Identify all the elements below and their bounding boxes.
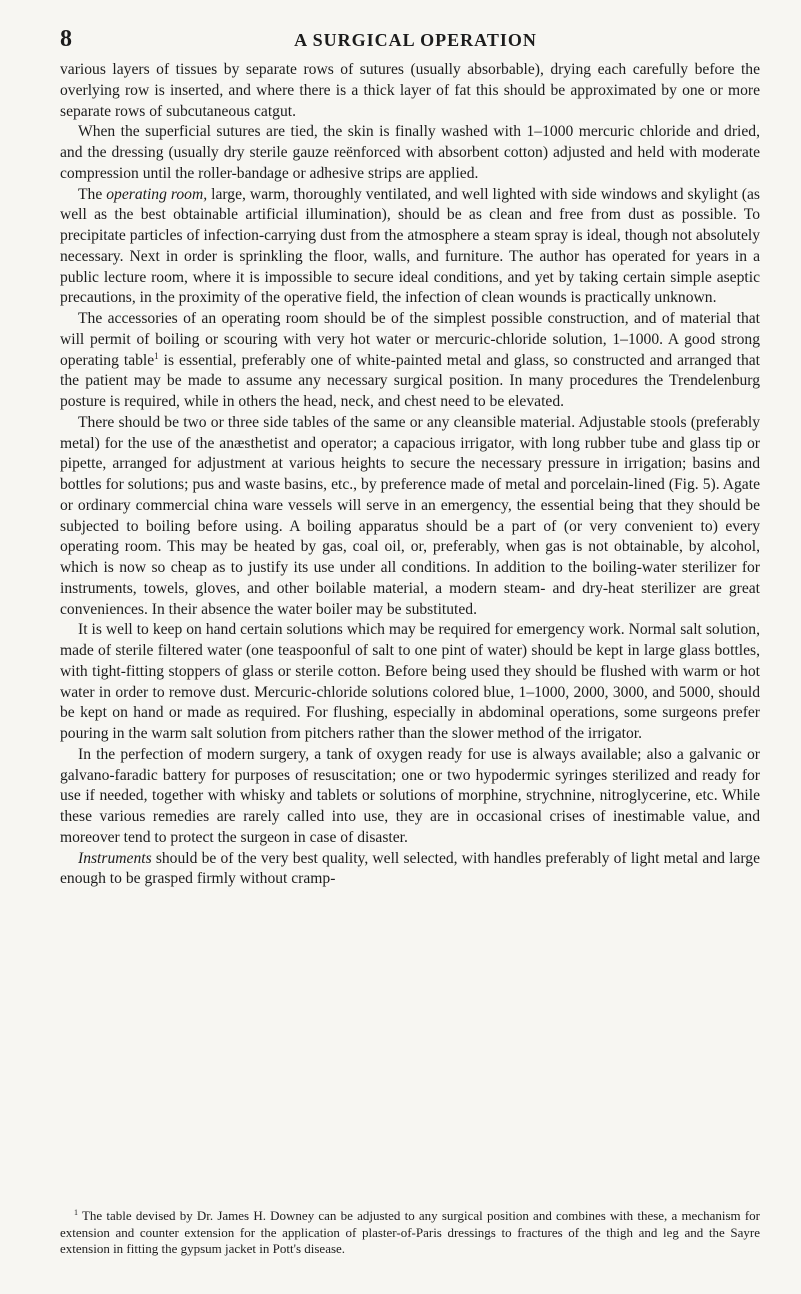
paragraph-sutures: various layers of tissues by separate rows of sutures (usually absorbable), drying each carefully before the overlying row is inserted, and where there is a thick layer of fat this should be approximated by one or more separate rows of subcutaneous catgut.	[60, 61, 760, 120]
paragraph-operating-room	[60, 185, 760, 310]
footnote-reference: 1	[154, 350, 159, 361]
running-head	[60, 26, 751, 54]
term-instruments: Instruments	[78, 849, 152, 867]
running-title: A SURGICAL OPERATION	[294, 30, 537, 50]
footnote-text	[60, 1208, 760, 1258]
paragraph-instruments-text: should be of the very best quality, well selected, with handles preferably of light metal and large enough to be grasped firmly without cramp-	[60, 849, 760, 888]
paragraph-instruments	[60, 849, 760, 891]
paragraph-accessories-text-cont: is essential, preferably one of white-painted metal and glass, so constructed and arranged that the patient may be made to assume any necessary surgical position. In many procedures the Trendelenburg posture is required, while in others the head, neck, and chest need to be elevated.	[60, 351, 761, 410]
paragraph-side-tables: There should be two or three side tables of the same or any cleansible material. Adjustable stools (preferably metal) for the use of the anæsthetist and operator; a capacious irrigator, with long rubber tube and glass tip or pipette, arranged for adjustment at various heights to secure the necessary pressure in irrigation; basins and bottles for solutions; pus and waste basins, etc., by preference made of metal and porcelain-lined (Fig. 5). Agate or ordinary commercial china ware vessels will serve in an emergency, the essential being that they should be subjected to boiling before using. A boiling apparatus should be a part of (or very convenient to) every operating room. This may be heated by gas, coal oil, or, preferably, when gas is not obtainable, by alcohol, which is now so cheap as to justify its use under all conditions. In addition to the boiling-water sterilizer for instruments, towels, gloves, and other boilable material, a modern steam- and dry-heat sterilizer are great conveniences. In their absence the water boiler may be substituted.	[60, 413, 760, 618]
body-text	[60, 60, 760, 890]
paragraph-accessories	[60, 309, 760, 413]
paragraph-dressing: When the superficial sutures are tied, the skin is finally washed with 1–1000 mercuric chloride and dried, and the dressing (usually dry sterile gauze reënforced with absorbent cotton) adjusted and held with moderate compression until the roller-bandage or adhesive strips are applied.	[60, 123, 760, 182]
paragraph-operating-room-text: large, warm, thoroughly ventilated, and well lighted with side windows and skylight (as well as the best obtainable artificial illumination), should be as clean and free from dust as possible. To precipitate particles of infection-carrying dust from the atmosphere a steam spray is ideal, though not absolutely necessary. Next in order is sprinkling the floor, walls, and furniture. The author has operated for years in a public lecture room, where it is impossible to secure ideal conditions, and yet by taking certain simple aseptic precautions, in the proximity of the operative field, the infection of clean wounds is practically unknown.	[60, 185, 760, 307]
paragraph-operating-room-lead: The	[78, 185, 107, 203]
footnote	[60, 1208, 760, 1258]
footnote-mark: 1	[74, 1208, 78, 1217]
paragraph-resuscitation: In the perfection of modern surgery, a tank of oxygen ready for use is always available; also a galvanic or galvano-faradic battery for purposes of resuscitation; one or two hypodermic syringes sterilized and ready for use if needed, together with whisky and tablets or solutions of morphine, strychnine, nitroglycerine, etc. While these various remedies are rarely called into use, they are in occasional crises of inestimable value, and moreover tend to protect the surgeon in case of disaster.	[60, 745, 760, 846]
page-number: 8	[60, 26, 73, 52]
paragraph-solutions: It is well to keep on hand certain solutions which may be required for emergency work. Normal salt solution, made of sterile filtered water (one teaspoonful of salt to one pint of water) should be kept in large glass bottles, with tight-fitting stoppers of glass or sterile cotton. Before being used they should be flushed with warm or hot water in order to remove dust. Mercuric-chloride solutions colored blue, 1–1000, 2000, 3000, and 5000, should be kept on hand or made as required. For flushing, especially in abdominal operations, some surgeons prefer pouring in the warm salt solution from pitchers rather than the slower method of the irrigator.	[60, 621, 760, 742]
paragraph-accessories-text: The accessories of an operating room should be of the simplest possible construction, and of material that will permit of boiling or scouring with very hot water or mercuric-chloride solution, 1–1000. A good strong operating table	[60, 310, 760, 369]
term-operating-room: operating room,	[106, 185, 208, 203]
footnote-body: The table devised by Dr. James H. Downey can be adjusted to any surgical position and combines with these, a mechanism for extension and counter extension for the application of plaster-of-Paris dressings to fractures of the thigh and leg and the Sayre extension in fitting the gypsum jacket in Pott's disease.	[60, 1208, 760, 1257]
